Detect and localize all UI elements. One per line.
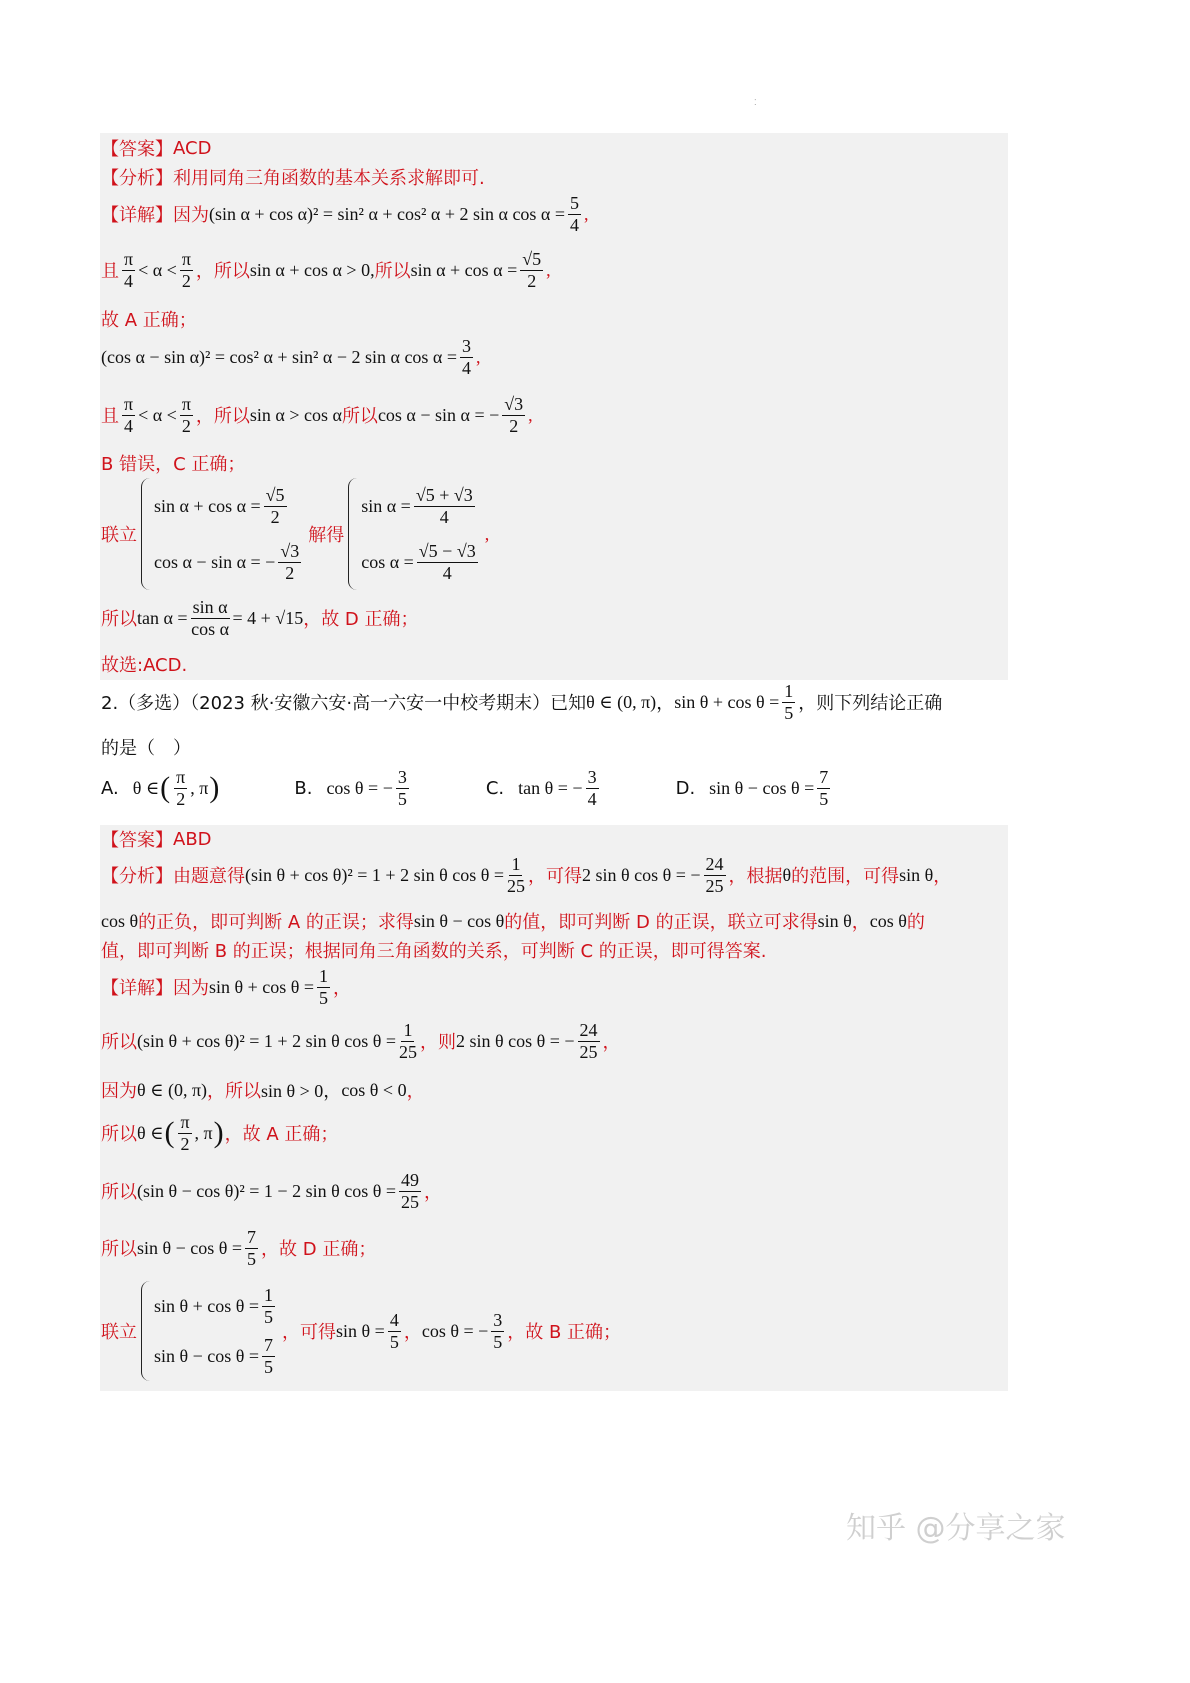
q1-detail-line-9 — [101, 651, 187, 677]
q2-analysis-line-2: cos θ 的正负，即可判断 A 的正误；求得 sin θ − cos θ 的值，即可判断 D 的正误，联立可求得 sin θ ， cos θ 的 — [101, 910, 925, 933]
fraction: π 2 — [181, 249, 191, 291]
fraction: π 4 — [124, 249, 134, 291]
q1-d8-expr2: = 4 + √15 — [232, 607, 304, 628]
q2-options: A. θ ∈ ( π 2 , π ) B. cos θ = − $\frac{3}{5}$ C. tan θ = − $\frac{3}{4}$ D. sin θ − cos θ = $\frac{7}{5}$ — [101, 767, 829, 809]
option-d-expr: sin θ − cos θ = — [709, 777, 815, 798]
q1-so: ，所以 — [195, 406, 250, 428]
option-a-expr: θ ∈ — [132, 777, 160, 798]
q2-detail-line-4: 所以 θ ∈ ( π 2 , π ) ，故 A 正确； — [101, 1112, 339, 1154]
q1-detail-line-8 — [101, 598, 419, 639]
option-d-label: D. — [675, 777, 696, 799]
fraction: $\frac{1}{25}$ — [398, 1020, 417, 1062]
answer-label: 【答案】 — [101, 139, 173, 160]
fraction: $\frac{1}{5}$ — [319, 966, 329, 1008]
q1-so: 所以 — [101, 609, 137, 631]
q1-union: 联立 — [101, 525, 137, 546]
q2-stem-d: 的是（ ） — [101, 738, 191, 759]
fraction: $\frac{24}{25}$ — [579, 1020, 598, 1062]
zhihu-watermark: 知乎 @分享之家 — [846, 1511, 1066, 1546]
q2-stem-a: 2.（多选）（2023 秋·安徽六安·高一六安一中校考期末）已知 — [101, 693, 587, 715]
q1-conclusion-bc: B 错误，C 正确； — [101, 454, 246, 475]
q1-and: 且 — [101, 261, 119, 283]
q1-detail-line-3 — [101, 306, 197, 332]
equation-system-1: sin α + cos α = $\frac{√5}{2}$ cos α − sin α = − $\frac{√3}{2}$ — [141, 478, 304, 590]
fraction: $\frac{1}{5}$ — [784, 681, 794, 723]
q1-detail-line-1: 【详解】 因为 (sin α + cos α)² = sin² α + cos² α + 2 sin α cos α = $\frac{5}{4}$ , — [101, 193, 589, 235]
q1-d5-expr2: cos α − sin α = − — [377, 404, 500, 425]
q1-d2-expr1: sin α + cos α > 0, — [249, 259, 375, 280]
detail-label: 【详解】 — [101, 978, 173, 1000]
q1-d1-expr: (sin α + cos α)² = sin² α + cos² α + 2 sin α cos α = — [209, 203, 566, 224]
q1-d2-expr2: sin α + cos α = — [410, 259, 518, 280]
q1-so: 所以 — [374, 261, 411, 283]
fraction: $\frac{3}{5}$ — [397, 767, 407, 809]
q1-so: ，所以 — [195, 261, 250, 283]
fraction: $\frac{7}{5}$ — [819, 767, 829, 809]
option-a-label: A. — [101, 777, 119, 799]
q1-and: 且 — [101, 406, 119, 428]
fraction: $\frac{√3}{2}$ — [504, 394, 524, 436]
answer-label: 【答案】 — [101, 830, 173, 851]
q1-detail-line-4: (cos α − sin α)² = cos² α + sin² α − 2 sin α cos α = $\frac{3}{4}$ , — [101, 336, 481, 378]
q1-conclusion-a: 故 A 正确； — [101, 310, 197, 331]
q2-detail-line-6: 所以 sin θ − cos θ = $\frac{7}{5}$ ，故 D 正确； — [101, 1227, 377, 1269]
q1-analysis: 利用同角三角函数的基本关系求解即可. — [173, 168, 485, 189]
option-b-expr: cos θ = − — [326, 777, 393, 798]
q2-detail-line-5: 所以 (sin θ − cos θ)² = 1 − 2 sin θ cos θ = $\frac{49}{25}$ ， — [101, 1170, 442, 1212]
analysis-label: 【分析】 — [101, 866, 173, 888]
q1-conclusion-d: ，故 D 正确； — [303, 609, 419, 631]
fraction: π 2 — [181, 394, 191, 436]
q2-detail-line-1: 【详解】 因为 sin θ + cos θ = $\frac{1}{5}$ ， — [101, 966, 352, 1008]
q1-answer-line — [101, 135, 211, 161]
fraction: π 2 — [180, 1112, 190, 1154]
analysis-label: 【分析】 — [101, 168, 173, 189]
q2-stem-expr2: sin θ + cos θ = — [674, 691, 780, 712]
fraction: $\frac{3}{4}$ — [587, 767, 597, 809]
fraction: $\frac{7}{5}$ — [247, 1227, 257, 1269]
fraction: $\frac{24}{25}$ — [705, 854, 724, 896]
fraction: $\frac{3}{4}$ — [462, 336, 472, 378]
q1-d4-expr: (cos α − sin α)² = cos² α + sin² α − 2 sin α cos α = — [101, 346, 458, 367]
option-c-label: C. — [485, 777, 505, 799]
q1-d1-lead: 因为 — [173, 205, 209, 227]
q1-final-choice: 故选:ACD. — [101, 655, 188, 676]
fraction: $\frac{5}{4}$ — [570, 193, 580, 235]
q1-d8-expr: tan α = — [137, 607, 188, 628]
q2-analysis-line-3: 值，即可判断 B 的正误；根据同角三角函数的关系，可判断 C 的正误，即可得答案. — [101, 941, 767, 962]
q2-stem-expr: θ ∈ (0, π) — [586, 691, 657, 712]
fraction: π 2 — [176, 767, 186, 809]
q1-detail-line-2: 且 π 4 < α < π 2 ，所以 sin α + cos α > 0, 所以 sin α + cos α = $\frac{√5}{2}$ , — [101, 249, 551, 291]
fraction: $\frac{\text{sin α}}{\text{cos α}}$ — [191, 597, 230, 639]
equation-system-3: sin θ + cos θ = $\frac{1}{5}$ sin θ − cos θ = $\frac{7}{5}$ — [141, 1281, 278, 1381]
option-c-expr: tan θ = − — [518, 777, 583, 798]
option-b-label: B. — [294, 777, 313, 799]
header-mark: ⁚ — [754, 98, 757, 107]
q2-detail-line-2: 所以 (sin θ + cos θ)² = 1 + 2 sin θ cos θ = $\frac{1}{25}$ ，则 2 sin θ cos θ = − $\frac{24}{25}$ ， — [101, 1020, 621, 1062]
q1-detail-line-7: 联立 sin α + cos α = $\frac{√5}{2}$ cos α − sin α = − $\frac{√3}{2}$ 解得 sin α = $\frac{√5 + √3}{4}$ cos α = $\frac{√5 - √3}{4}$ , — [101, 478, 489, 590]
q2-stem-line-1: 2.（多选）（2023 秋·安徽六安·高一六安一中校考期末）已知 θ ∈ (0, π) ， sin θ + cos θ = $\frac{1}{5}$ ，则下列结论正确 — [101, 681, 943, 723]
q1-so: 所以 — [341, 406, 378, 428]
q1-analysis-line — [101, 164, 485, 190]
q2-detail-line-3: 因为 θ ∈ (0, π) ，所以 sin θ > 0， cos θ < 0 ， — [101, 1079, 425, 1102]
q2-analysis-line-1: 【分析】 由题意得 (sin θ + cos θ)² = 1 + 2 sin θ cos θ = $\frac{1}{25}$ ，可得 2 sin θ cos θ = − $\frac{24}{25}$ ，根据 θ 的范围，可得 sin θ ， — [101, 854, 952, 896]
q2-answer: ABD — [173, 828, 212, 850]
q1-solve: 解得 — [308, 525, 345, 546]
q2-stem-c: ，则下列结论正确 — [798, 693, 943, 715]
equation-system-2: sin α = $\frac{√5 + √3}{4}$ cos α = $\frac{√5 - √3}{4}$ — [348, 478, 481, 590]
q2-answer-line — [101, 826, 212, 852]
fraction: $\frac{√5}{2}$ — [522, 249, 542, 291]
q2-detail-line-7: 联立 sin θ + cos θ = $\frac{1}{5}$ sin θ − cos θ = $\frac{7}{5}$ ，可得 sin θ = $\frac{4}{5}$ ， cos θ = − $\frac{3}{5}$ ，故 B 正确； — [101, 1281, 621, 1381]
detail-label: 【详解】 — [101, 205, 173, 227]
fraction: $\frac{3}{5}$ — [493, 1309, 503, 1352]
q1-detail-line-5: 且 π 4 < α < π 2 ，所以 sin α > cos α 所以 cos α − sin α = − $\frac{√3}{2}$ , — [101, 394, 533, 436]
q1-d5-expr1: sin α > cos α — [249, 404, 342, 425]
q1-answer: ACD — [173, 137, 212, 159]
fraction: $\frac{49}{25}$ — [400, 1170, 419, 1212]
fraction: $\frac{4}{5}$ — [389, 1309, 399, 1352]
fraction: $\frac{1}{25}$ — [506, 854, 525, 896]
fraction: π 4 — [124, 394, 134, 436]
q2-stem-line-2 — [101, 734, 191, 760]
q1-detail-line-6 — [101, 450, 245, 476]
